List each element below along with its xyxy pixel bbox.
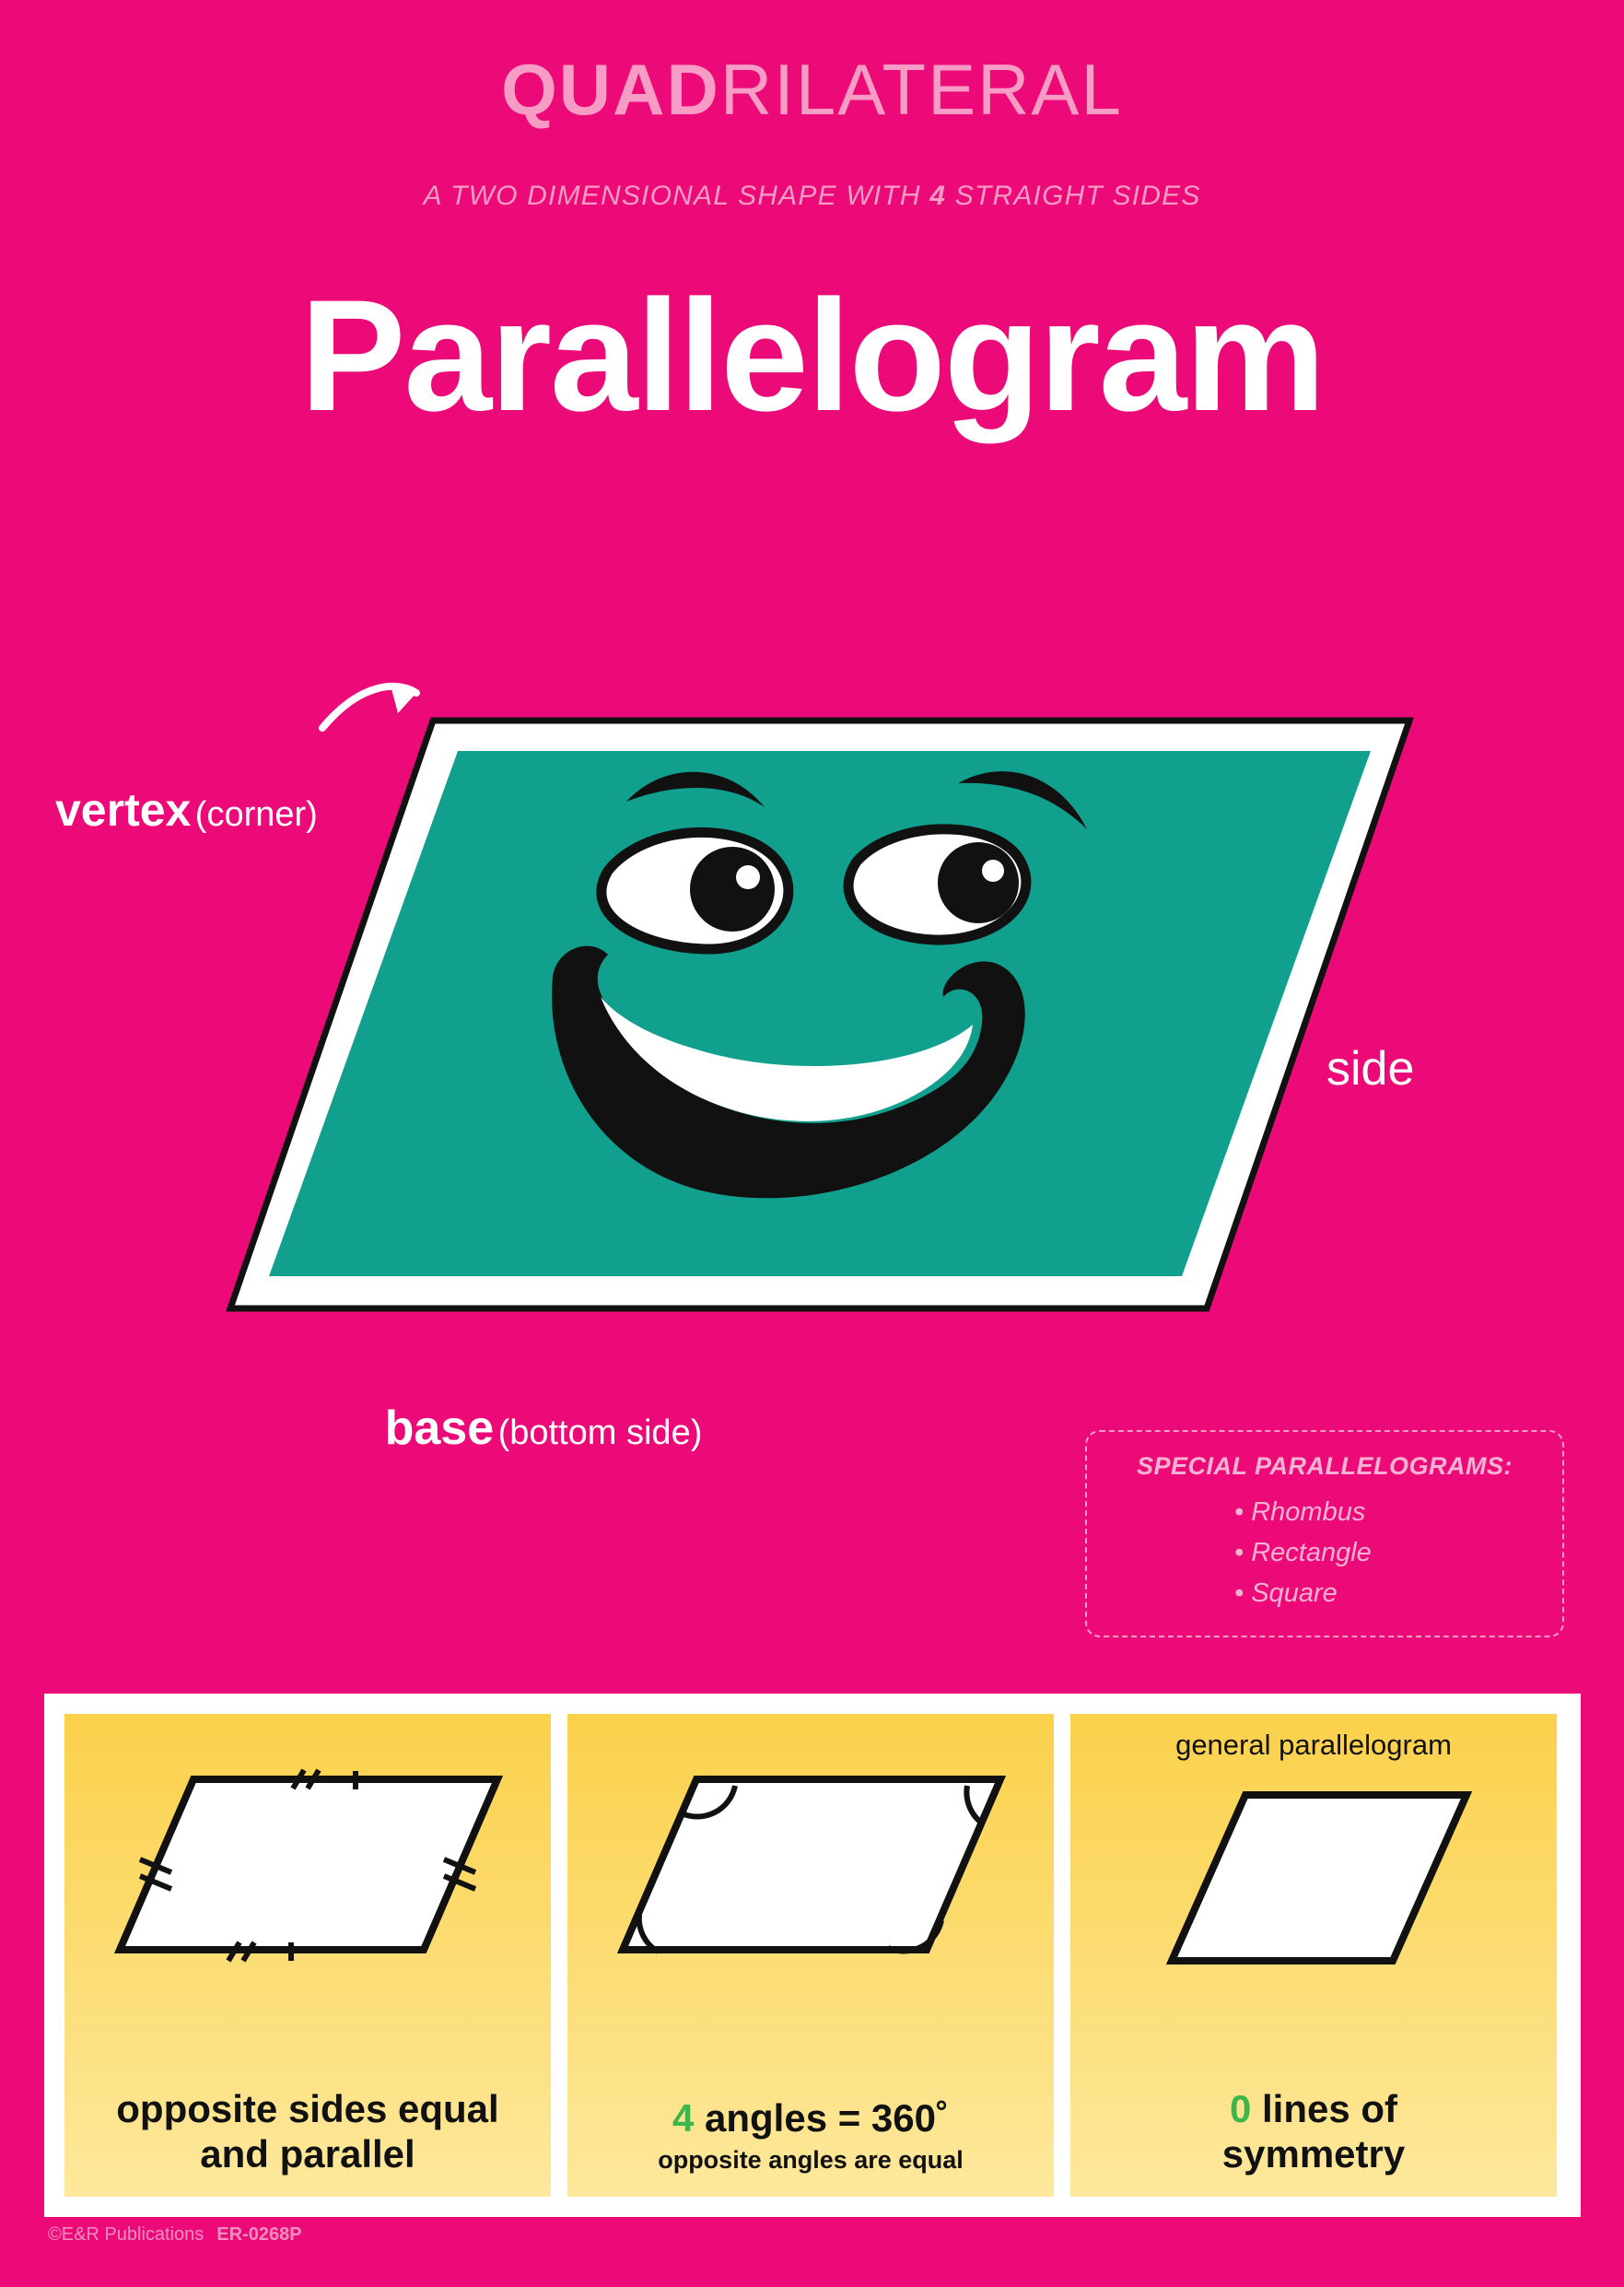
card2-parallelogram [623,1779,1000,1950]
footer-copyright: ©E&R Publications [48,2224,204,2245]
list-item: • Rectangle [1234,1532,1553,1573]
parallelogram-inner-teal [269,751,1371,1276]
kicker-rest-part: RILATERAL [719,49,1123,130]
caption-line-1: opposite sides equal [116,2087,499,2131]
kicker-heading [0,49,1624,130]
card1-parallelogram [120,1779,497,1950]
caption-line-2: symmetry [1221,2131,1406,2176]
footer-credit [48,2224,302,2246]
subkicker-post: STRAIGHT SIDES [946,181,1201,211]
list-item: • Rhombus [1234,1492,1553,1532]
plain-parallelogram-svg [1070,1738,1557,2005]
card-lines-of-symmetry [1070,1714,1557,2197]
special-parallelograms-box [1085,1430,1564,1637]
parallelogram-figure-svg [0,673,1624,1391]
parallelogram-tick-marks-svg [64,1738,551,2005]
caption-highlight: 4 [672,2095,695,2140]
base-label-sub: (bottom side) [497,1413,703,1452]
side-label: side [1326,1042,1415,1096]
list-item: • Square [1234,1573,1553,1613]
vertex-label-sub: (corner) [194,795,318,834]
subkicker-number: 4 [929,181,947,211]
left-eye-glint [736,865,760,889]
card-lines-of-symmetry-caption [1070,2087,1557,2176]
card-opposite-sides-graphic [64,1738,551,2005]
main-diagram [0,673,1624,1455]
subkicker-heading [0,181,1624,212]
right-pupil-icon [938,842,1019,923]
card-angles-sum-graphic [567,1738,1054,2005]
caption-text: lines of [1251,2087,1398,2131]
card-opposite-sides [64,1714,551,2197]
caption-line-1 [567,2096,1054,2140]
vertex-label [55,783,318,837]
kicker-bold-part: QUAD [501,49,720,130]
property-cards [64,1714,1557,2197]
base-label [0,1401,1087,1456]
vertex-label-main: vertex [55,784,192,836]
left-pupil-icon [690,847,775,932]
right-eye-glint [982,860,1004,882]
caption-line-2: and parallel [200,2131,415,2176]
caption-line-1 [1070,2087,1557,2131]
parallelogram-angle-arcs-svg [567,1738,1054,2005]
footer-product-code: ER-0268P [216,2224,302,2245]
card-opposite-sides-caption [64,2087,551,2176]
caption-highlight: 0 [1229,2087,1252,2131]
caption-text: angles = 360˚ [694,2095,949,2140]
properties-panel [44,1694,1581,2217]
special-parallelograms-title: SPECIAL PARALLELOGRAMS: [1136,1452,1513,1480]
card3-parallelogram [1172,1795,1466,1961]
special-parallelograms-list [1096,1492,1553,1613]
card-lines-of-symmetry-graphic [1070,1738,1557,2005]
caption-sub: opposite angles are equal [658,2145,964,2174]
base-label-main: base [384,1402,495,1455]
subkicker-pre: A TWO DIMENSIONAL SHAPE WITH [423,181,930,211]
card-angles-sum [567,1714,1054,2197]
page-title: Parallelogram [299,267,1325,444]
card-angles-sum-caption [567,2096,1054,2176]
card-top-label: general parallelogram [1175,1729,1452,1761]
